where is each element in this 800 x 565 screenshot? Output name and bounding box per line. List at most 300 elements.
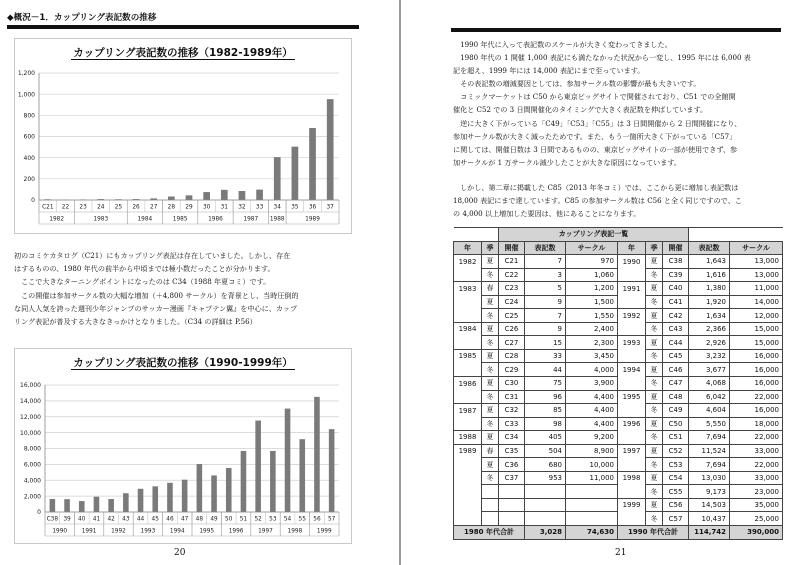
year-group-label: 1984 [137,216,153,223]
table-cell: 16,000 [730,404,783,418]
table-cell: 14,503 [689,498,730,512]
table-cell: 1,550 [566,309,618,323]
y-tick-label: 2,000 [23,493,41,501]
chart-title: カップリング表記数の推移（1990-1999年） [73,357,293,369]
year-group-label: 1985 [172,216,188,223]
x-tick-label: 40 [78,516,86,523]
table-cell [454,485,482,499]
table-cell: 11,000 [730,282,783,296]
table-cell: 1988 [454,431,482,445]
table-cell: 1995 [618,390,646,404]
table-cell: C47 [663,377,689,391]
table-cell: 1990 [618,255,646,269]
table-cell: 13,000 [730,255,783,269]
year-group-label: 1999 [316,528,332,535]
bar [138,489,144,512]
table-cell [525,485,566,499]
table-cell: 冬 [482,309,499,323]
table-cell: 13,030 [689,471,730,485]
table-row [454,390,783,404]
table-cell: C49 [663,404,689,418]
table-cell [454,295,482,309]
table-cell: 6,042 [689,390,730,404]
table-header-cell: 年 [618,241,646,255]
x-tick-label: C21 [42,204,54,211]
table-cell: 98 [525,417,566,431]
table-cell [454,471,482,485]
table-cell: 16,000 [730,349,783,363]
paragraph-line: はするものの、1980 年代の前半から中頃までは極小数だったことが分かります。 [14,264,275,274]
table-cell: 1989 [454,444,482,458]
bar [167,483,173,512]
table-cell: C51 [663,431,689,445]
table-cell: 冬 [646,431,663,445]
table-cell [482,512,499,526]
year-group-label: 1991 [81,528,97,535]
table-cell: 7,694 [689,431,730,445]
table-cell: 夏 [482,458,499,472]
x-tick-label: 48 [195,516,204,523]
year-group-label: 1986 [208,216,223,223]
x-tick-label: 23 [79,204,87,211]
table-cell: 3,900 [566,377,618,391]
table-cell: 1,380 [689,282,730,296]
bar [50,499,56,512]
table-header-cell: 開催 [499,241,525,255]
table-row [454,268,783,282]
table-cell: 96 [525,390,566,404]
table-cell: 33 [525,349,566,363]
paragraph-line: 1980 年代の 1 開催 1,000 表記にも満たなかった状況から一変し、1995 年には 6,000 表 [453,53,751,63]
bar [239,191,246,200]
year-group-label: 1992 [111,528,126,535]
paragraph-line: コミックマーケットは C50 から東京ビッグサイトで開催されており、C51 での全館開 [453,92,736,102]
y-tick-label: 400 [23,154,35,162]
paragraph-line: ここで大きなターニングポイントになったのは C34（1988 年夏コミ）です。 [14,277,271,287]
table-row [454,512,783,526]
table-cell: 夏 [646,309,663,323]
table-cell: C24 [499,295,525,309]
table-cell: 9 [525,295,566,309]
table-cell: C33 [499,417,525,431]
x-tick-label: 22 [61,204,70,211]
table-cell: 33,000 [730,444,783,458]
table-header-cell: サークル [566,241,618,255]
table-cell: 夏 [482,322,499,336]
bar [329,429,335,512]
table-cell: C52 [663,444,689,458]
table-cell: 405 [525,431,566,445]
table-row [454,485,783,499]
table-cell [618,349,646,363]
table-cell: C44 [663,336,689,350]
bar [197,464,203,512]
table-cell: 7 [525,309,566,323]
table-cell: 13,000 [730,268,783,282]
table-header-cell: サークル [730,241,783,255]
table-cell: C27 [499,336,525,350]
table-cell: C21 [499,255,525,269]
y-tick-label: 800 [23,112,35,120]
year-group-label: 1998 [287,528,303,535]
x-tick-label: 26 [132,204,140,211]
paragraph-line: 記を超え、1999 年には 14,000 表記にまで至っています。 [453,66,645,76]
table-header-cell: 表記数 [525,241,566,255]
bar [299,439,305,512]
table-cell: 504 [525,444,566,458]
page-number: 21 [615,548,627,558]
bar [64,499,70,512]
table-cell: 1999 [618,498,646,512]
left-paragraph [14,249,299,328]
chart-1982-1989 [14,38,352,234]
table-cell: 夏 [646,255,663,269]
table-cell [618,512,646,526]
table-header-cell: 表記数 [689,241,730,255]
table-cell: 1984 [454,322,482,336]
table-cell: 夏 [646,282,663,296]
table-cell: 12,000 [730,309,783,323]
table-cell: 5 [525,282,566,296]
table-cell: C56 [663,498,689,512]
page-number: 20 [174,548,186,558]
year-group-label: 1983 [93,216,109,223]
x-tick-label: 56 [313,516,321,523]
paragraph-line: 逆に大きく下がっている「C49」「C53」「C55」は 3 日間開催から 2 日間開催になり、 [453,118,742,128]
x-tick-label: 46 [166,516,174,523]
table-cell [499,485,525,499]
bar [94,497,100,512]
table-cell: 冬 [646,404,663,418]
x-tick-label: 27 [150,204,158,211]
table-cell: 冬 [482,336,499,350]
table-cell: 夏 [482,295,499,309]
x-tick-label: 29 [185,204,193,211]
y-tick-label: 1,200 [17,70,35,78]
table-cell: 春 [482,282,499,296]
table-cell: C26 [499,322,525,336]
table-cell [525,498,566,512]
table-cell: C32 [499,404,525,418]
paragraph-line: の 4,000 以上増加した要因は、他にあることになります。 [453,209,641,219]
table-cell: 44 [525,363,566,377]
table-cell: 夏 [646,336,663,350]
table-cell: 冬 [646,268,663,282]
table-cell: 4,000 [566,363,618,377]
section-heading: ◆概況－1．カップリング表記数の推移 [7,11,359,29]
table-total-cell: 1990 年代合計 [618,526,689,540]
table-row [454,471,783,485]
table-row [454,349,783,363]
table-cell [618,404,646,418]
bar [309,128,316,200]
y-tick-label: 1,000 [17,91,35,99]
bar [270,451,276,512]
table-cell [482,485,499,499]
table-cell: 冬 [646,349,663,363]
table-row [454,295,783,309]
x-tick-label: C38 [46,516,59,523]
table-cell: 夏 [482,349,499,363]
table-row [454,309,783,323]
paragraph-line: 加サークルが 1 万サークル減少したことが大きな原因になっています。 [453,157,681,167]
year-group-label: 1995 [199,528,215,535]
table-cell [454,498,482,512]
table-cell: 1987 [454,404,482,418]
table-cell: 1998 [618,471,646,485]
x-tick-label: 45 [151,516,159,523]
table-cell: C45 [663,349,689,363]
table-header-cell: 季 [646,241,663,255]
table-cell: 1994 [618,363,646,377]
bar [241,451,247,512]
y-tick-label: 600 [23,133,35,141]
bar [79,501,85,512]
x-tick-label: 37 [326,204,334,211]
table-row [454,444,783,458]
x-tick-label: 51 [239,516,248,523]
table-cell: C36 [499,458,525,472]
paragraph-line: な同人人気を誇った週刊少年ジャンプのサッカー漫画『キャプテン翼』を中心に、カップ [14,303,298,313]
bar [152,486,158,512]
table-cell: 夏 [482,404,499,418]
table-cell: 4,400 [566,417,618,431]
table-cell [525,512,566,526]
y-tick-label: 16,000 [20,382,41,390]
table-total-cell: 1980 年代合計 [454,526,525,540]
table-cell: 1,643 [689,255,730,269]
paragraph-line: その表記数の増減要因としては、参加サークル数の影響が最も大きいです。 [453,79,701,89]
table-cell: 冬 [482,471,499,485]
table-cell [454,336,482,350]
table-row [454,431,783,445]
table-cell: 冬 [646,322,663,336]
table-cell: 16,000 [730,377,783,391]
table-cell [454,512,482,526]
table-cell: 春 [482,444,499,458]
table-cell [454,417,482,431]
table-cell: 1,920 [689,295,730,309]
y-tick-label: 200 [23,176,35,184]
chart-1990-1999-svg [15,349,353,545]
table-cell: 夏 [646,444,663,458]
table-cell: 14,000 [730,295,783,309]
table-cell: 15,000 [730,336,783,350]
table-cell: 1991 [618,282,646,296]
year-group-label: 1994 [169,528,185,535]
bar [168,197,175,200]
table-cell: C42 [663,309,689,323]
bar [226,468,232,512]
x-tick-label: 49 [210,516,218,523]
table-cell: 2,300 [566,336,618,350]
table-cell: 1,200 [566,282,618,296]
table-cell: C28 [499,349,525,363]
table-cell: 9 [525,322,566,336]
table-cell: C35 [499,444,525,458]
table-cell: 4,604 [689,404,730,418]
x-tick-label: 52 [254,516,262,523]
paragraph-line: しかし、第二章に掲載した C85（2013 年冬コミ）では、ここから更に増加し表記数は [453,183,739,192]
table-header-cell: 開催 [663,241,689,255]
paragraph-line: 初のコミケカタログ（C21）にもカップリング表記は存在していました。しかし、存在 [14,251,291,260]
x-tick-label: 55 [298,516,306,523]
table-cell: 11,000 [566,471,618,485]
x-tick-label: 57 [327,516,336,523]
table-row [454,458,783,472]
table-cell [618,295,646,309]
table-cell [566,498,618,512]
table-cell: C30 [499,377,525,391]
table-cell: 夏 [646,417,663,431]
y-tick-label: 0 [31,197,35,205]
chart-title: カップリング表記数の推移（1982-1989年） [73,47,293,59]
table-cell [618,322,646,336]
table-cell [566,512,618,526]
table-cell: 953 [525,471,566,485]
table-row [454,363,783,377]
year-group-label: 1982 [49,216,65,223]
table-cell [454,390,482,404]
bar [186,195,193,200]
year-group-label: 1996 [228,528,244,535]
table-cell: 1986 [454,377,482,391]
chart-1982-1989-svg [15,39,353,235]
bar [274,157,281,200]
bar [221,190,228,200]
table-total-row [454,526,783,540]
paragraph-line: 参加サークル数が大きく減ったためです。また、もう一箇所大きく下がっている「C57」 [453,131,737,141]
table-cell: C46 [663,363,689,377]
table-cell: 15 [525,336,566,350]
table-cell: 4,400 [566,390,618,404]
paragraph-line: 催化と C52 での 3 日間開催化のタイミングで大きく表記数を伸ばしています。 [453,105,708,115]
year-group-label: 1993 [140,528,156,535]
bar [256,190,263,200]
table-row [454,322,783,336]
table-header-cell: 季 [482,241,499,255]
table-total-cell: 3,028 [525,526,566,540]
table-cell: C34 [499,431,525,445]
table-cell: 1,500 [566,295,618,309]
table-cell: 85 [525,404,566,418]
table-cell: C38 [663,255,689,269]
table-cell: 1,060 [566,268,618,282]
table-cell: C23 [499,282,525,296]
table-cell: C55 [663,485,689,499]
table-cell: 夏 [482,431,499,445]
table-total-cell: 114,742 [689,526,730,540]
table-cell [499,512,525,526]
table-cell: 冬 [646,377,663,391]
x-tick-label: 42 [107,516,115,523]
table-cell: 1996 [618,417,646,431]
bar [285,409,291,512]
right-paragraph-2 [453,181,742,220]
table-cell: C57 [663,512,689,526]
bar [123,493,129,512]
table-cell: 4,068 [689,377,730,391]
table-cell: 7,694 [689,458,730,472]
table-cell: 10,000 [566,458,618,472]
table-cell: 10,437 [689,512,730,526]
table-cell: 夏 [646,498,663,512]
table-cell: C50 [663,417,689,431]
y-tick-label: 14,000 [20,398,41,406]
year-group-label: 1990 [52,528,68,535]
table-header-cell: 年 [454,241,482,255]
table-cell: 3,450 [566,349,618,363]
year-group-label: 1997 [258,528,273,535]
table-cell [618,485,646,499]
table-cell: C54 [663,471,689,485]
bar [182,480,188,512]
table-cell: C41 [663,295,689,309]
y-tick-label: 12,000 [20,413,41,421]
table-cell: 冬 [482,390,499,404]
y-tick-label: 10,000 [20,429,41,437]
table-cell [618,268,646,282]
table-cell: 2,400 [566,322,618,336]
table-row [454,377,783,391]
bar [203,192,210,200]
paragraph-line: に関しては、開催日数は 3 日間であるものの、東京ビッグサイトの一部が使用できず、参 [453,144,738,154]
table-cell [566,485,618,499]
table-cell: 冬 [646,512,663,526]
x-tick-label: 53 [269,516,277,523]
table-cell: 75 [525,377,566,391]
table-cell: 7 [525,255,566,269]
table-row [454,336,783,350]
table-cell: 2,366 [689,322,730,336]
table-total-cell: 390,000 [730,526,783,540]
table-cell: 35,000 [730,498,783,512]
paragraph-line: 18,000 表記にまで達しています。C85 の参加サークル数は C56 と全く同じですので、こ [453,196,742,206]
x-tick-label: 54 [283,516,292,523]
x-tick-label: 30 [202,204,211,211]
table-cell: 1997 [618,444,646,458]
table-cell: 9,200 [566,431,618,445]
chart-1990-1999 [14,348,352,544]
table-cell: C29 [499,363,525,377]
table-cell: C40 [663,282,689,296]
header-rule [451,28,781,32]
table-cell: 16,000 [730,363,783,377]
y-tick-label: 6,000 [23,461,41,469]
table-cell: C53 [663,458,689,472]
table-cell: 冬 [646,485,663,499]
table-cell: 冬 [482,417,499,431]
y-tick-label: 8,000 [23,445,41,453]
x-tick-label: 43 [122,516,130,523]
paragraph-line: この開催は参加サークル数の大幅な増加（＋4,800 サークル）を背景とし、当時圧倒的 [14,290,299,300]
table-cell: 4,400 [566,404,618,418]
table-cell: 夏 [482,255,499,269]
table-row [454,255,783,269]
table-cell: 1982 [454,255,482,269]
table-cell: 1,616 [689,268,730,282]
x-tick-label: 50 [225,516,233,523]
table-title: カップリング表記一覧 [499,228,689,242]
table-cell: C37 [499,471,525,485]
x-tick-label: 47 [180,516,189,523]
bar [108,499,114,512]
table-cell: 冬 [482,363,499,377]
table-cell: 夏 [646,363,663,377]
table-cell: 冬 [646,295,663,309]
table-cell: 25,000 [730,512,783,526]
table-cell: 11,524 [689,444,730,458]
